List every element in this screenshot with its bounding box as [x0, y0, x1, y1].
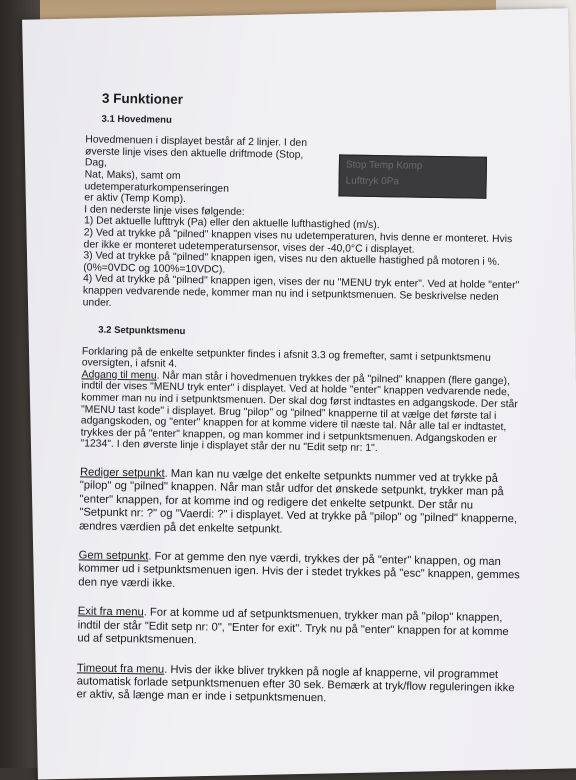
setpunktsmenu-body: [76, 346, 524, 709]
list-item: 2) Ved at trykke på "pilned" knappen vises nu udetemperaturen, hvis denne er monteret. Hvis der ikke er monteret udetemperatursensor, vises der -40,0°C i displayet.: [83, 227, 513, 256]
intro-line: Nat, Maks), samt om udetemperaturkompenseringen: [84, 169, 229, 195]
text-rediger: . Man kan nu vælge det enkelte setpunkts nummer ved at trykke på "pilop" og "pilned" knappen. Når man står udfor det ønskede setpunkt, trykker man på "enter" knappen, for at komme ind og redigere det enkelte setpunkt. Der står nu "Setpunkt nr: ?" og "Vaerdi: ?" i displayet. Ved at trykke på "pilop" og "pilned" knapperne, ændres værdien på det enkelte setpunkt.: [79, 467, 518, 536]
intro-line: øverste linje vises den aktuelle driftmode (Stop, Dag,: [84, 146, 304, 170]
text-exit: . For at komme ud af setpunktsmenuen, trykker man på "pilop" knappen, indtil der står "Edit setp nr: 0", "Enter for exit". Tryk nu på "enter" knappen for at komme ud af setpunktsmenuen.: [77, 606, 509, 647]
list-item: 3) Ved at trykke på "pilned" knappen igen, vises nu den aktuelle hastighed på motoren i %. (0%=0VDC og 100%=10VDC).: [83, 250, 500, 276]
text-adgang: . Når man står i hovedmenuen trykkes der på "pilned" knappen (flere gange), indtil der vises "MENU tryk enter" i displayet. Ved at holde "enter" knappen vedvarende nede, kommer man nu ind i setpunktsmenuen. Der skal dog først indtastes en adgangskode. Der står "MENU tast kode" i displayet. Brug "pilop" og "pilned" knapperne til at vælge det første tal i adgangskoden, og "enter" knappen for at komme videre til næste tal. Når alle tal er indtastet, trykkes der på "enter" knappen, og man kommer ind i setpunktsmenuen. Adgangskoden er "1234". I den øverste linje i displayet står der nu "Edit setp nr: 1".: [80, 370, 518, 455]
intro-line: I den nederste linje vises følgende:: [84, 204, 245, 218]
lcd-line-1: Stop Temp Komp: [345, 159, 423, 172]
text-gem: . For at gemme den nye værdi, trykkes der på "enter" knappen, og man kommer ud i setpunktsmenuen igen. Hvis der i stedet trykkes på "esc" knappen, gemmes den nye værdi ikke.: [78, 550, 520, 590]
subsection-title-hovedmenu: 3.1 Hovedmenu: [101, 113, 172, 126]
text-timeout: . Hvis der ikke bliver trykken på nogle af knapperne, vil programmet automatisk forlade setpunktsmenuen efter 30 sek. Bemærk at tryk/flow reguleringen ikke er aktiv, så længe man er inde i setpunktsmenuen.: [76, 663, 515, 705]
label-adgang: Adgang til menu: [81, 369, 157, 382]
intro-line: Hovedmenuen i displayet består af 2 linjer. I den: [85, 134, 308, 150]
paragraph-adgang: [80, 369, 523, 457]
lcd-display-photo: [338, 154, 487, 198]
paragraph-gem: [78, 549, 521, 596]
paragraph-timeout: [76, 662, 519, 709]
list-item: 1) Det aktuelle lufttryk (Pa) eller den aktuelle lufthastighed (m/s).: [83, 215, 380, 232]
paragraph-exit: [77, 606, 520, 653]
document-content: [48, 92, 528, 709]
setpunkt-intro: Forklaring på de enkelte setpunkter findes i afsnit 3.3 og fremefter, samt i setpunktsmenu oversigten, i afsnit 4.: [81, 346, 491, 371]
paragraph-rediger: [79, 466, 522, 540]
lcd-line-2: Lufttryk 0Pa: [345, 175, 400, 187]
label-gem: Gem setpunkt: [78, 549, 149, 563]
intro-line: er aktiv (Temp Komp).: [84, 192, 187, 206]
label-rediger: Rediger setpunkt: [79, 466, 165, 480]
subsection-title-setpunktsmenu: 3.2 Setpunktsmenu: [98, 324, 186, 338]
label-exit: Exit fra menu: [77, 605, 144, 619]
list-item: 4) Ved at trykke på "pilned" knappen igen, vises der nu "MENU tryk enter". Ved at holde "enter" knappen vedvarende nede, kommer man nu ind i setpunktsmenuen. Se beskrivelse neden under.: [82, 273, 520, 309]
label-timeout: Timeout fra menu: [76, 661, 165, 676]
section-heading: 3 Funktioner: [101, 90, 184, 107]
